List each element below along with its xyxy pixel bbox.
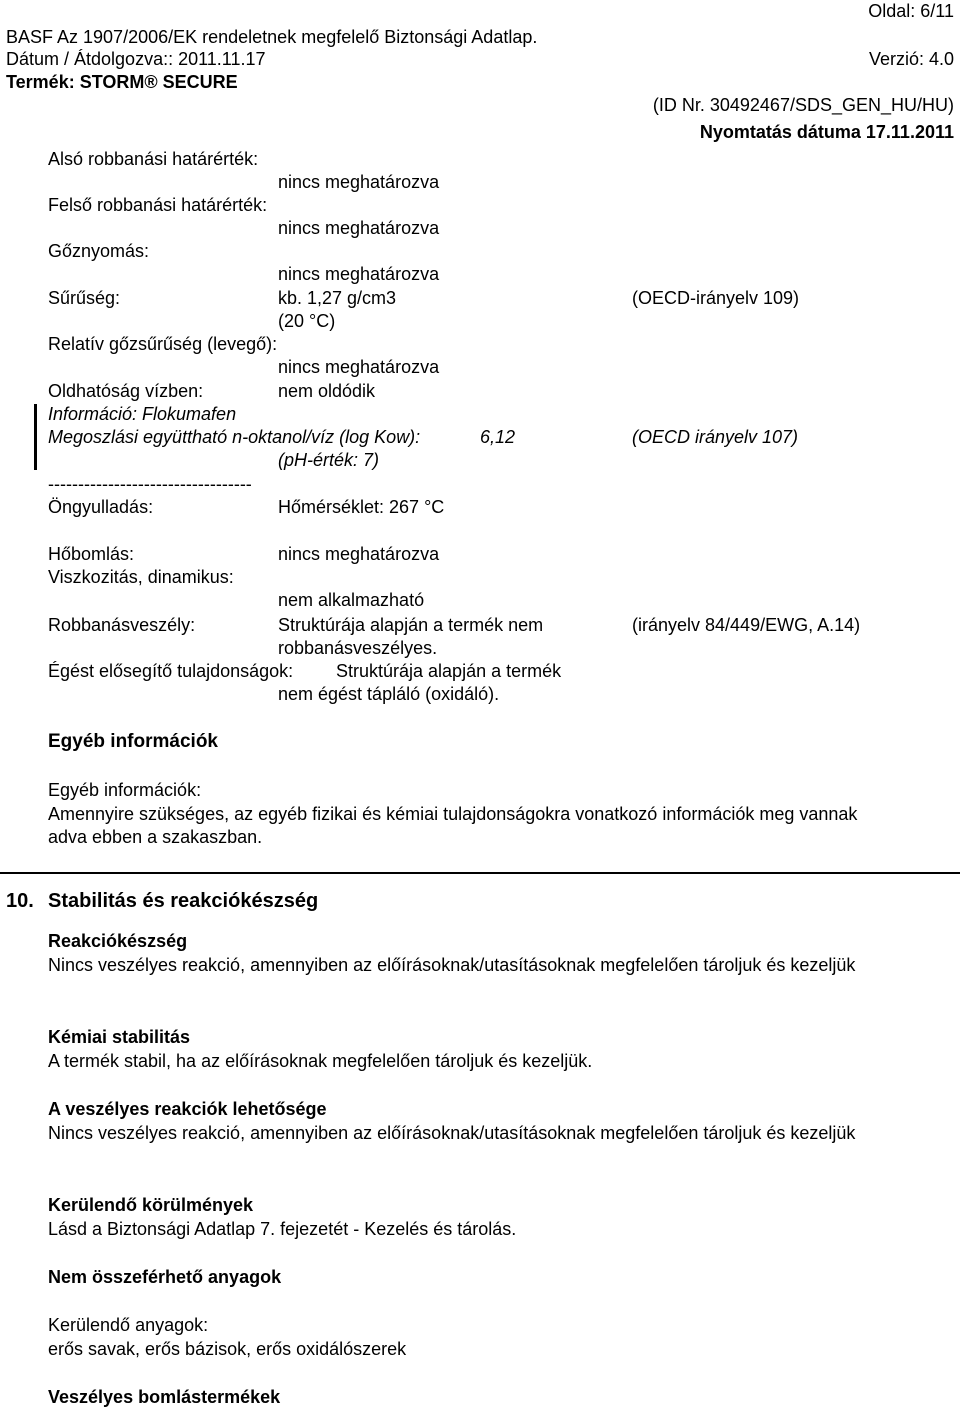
solubility-label: Oldhatóság vízben: — [48, 381, 204, 401]
revision-date: Dátum / Átdolgozva:: 2011.11.17 — [6, 49, 266, 69]
partition-coefficient-method: (OECD irányelv 107) — [632, 427, 799, 447]
hazardous-reactions-text: Nincs veszélyes reakció, amennyiben az előírásoknak/utasításoknak megfelelően tároljuk és kezeljük — [48, 1123, 856, 1143]
density-method: (OECD-irányelv 109) — [632, 288, 800, 308]
conditions-to-avoid-text: Lásd a Biztonsági Adatlap 7. fejezetét - Kezelés és tárolás. — [48, 1219, 517, 1239]
incompatible-materials-heading: Nem összeférhető anyagok — [48, 1267, 282, 1287]
chemical-stability-heading: Kémiai stabilitás — [48, 1027, 191, 1047]
partition-coefficient-label: Megoszlási együttható n-oktanol/víz (log Kow): — [48, 427, 421, 447]
document-id: (ID Nr. 30492467/SDS_GEN_HU/HU) — [652, 95, 954, 115]
vapour-pressure-label: Gőznyomás: — [48, 241, 150, 261]
print-date: Nyomtatás dátuma 17.11.2011 — [699, 122, 954, 142]
incompatible-materials-label: Kerülendő anyagok: — [48, 1315, 209, 1335]
section-10-number: 10. — [6, 890, 34, 912]
solubility-value: nem oldódik — [278, 381, 376, 401]
upper-explosion-value: nincs meghatározva — [278, 218, 440, 238]
reactivity-heading: Reakciókészség — [48, 931, 188, 951]
incompatible-materials-text: erős savak, erős bázisok, erős oxidálószerek — [48, 1339, 407, 1359]
section-10-title: Stabilitás és reakciókészség — [48, 890, 319, 912]
decomposition-value: nincs meghatározva — [278, 544, 440, 564]
decomposition-label: Hőbomlás: — [48, 544, 135, 564]
viscosity-label: Viszkozitás, dinamikus: — [48, 567, 234, 587]
hazardous-reactions-heading: A veszélyes reakciók lehetősége — [48, 1099, 327, 1119]
explosion-hazard-label: Robbanásveszély: — [48, 615, 196, 635]
density-label: Sűrűség: — [48, 288, 121, 308]
product-name: Termék: STORM® SECURE — [6, 72, 238, 92]
autoignition-label: Öngyulladás: — [48, 497, 154, 517]
oxidising-label: Égést elősegítő tulajdonságok: — [48, 661, 294, 681]
explosion-hazard-method: (irányelv 84/449/EWG, A.14) — [632, 615, 861, 635]
lower-explosion-value: nincs meghatározva — [278, 172, 440, 192]
reactivity-text: Nincs veszélyes reakció, amennyiben az előírásoknak/utasításoknak megfelelően tároljuk és kezeljük — [48, 955, 856, 975]
relative-vapour-density-value: nincs meghatározva — [278, 357, 440, 377]
explosion-hazard-value-1: Struktúrája alapján a termék nem — [278, 615, 544, 635]
other-info-text-1: Amennyire szükséges, az egyéb fizikai és kémiai tulajdonságokra vonatkozó információk meg vannak — [48, 804, 858, 824]
viscosity-value: nem alkalmazható — [278, 590, 425, 610]
info-flokumafen: Információ: Flokumafen — [48, 404, 237, 424]
upper-explosion-label: Felső robbanási határérték: — [48, 195, 268, 215]
version: Verzió: 4.0 — [868, 49, 954, 69]
decomposition-products-heading: Veszélyes bomlástermékek — [48, 1387, 281, 1407]
other-info-label: Egyéb információk: — [48, 780, 202, 800]
regulation-title: BASF Az 1907/2006/EK rendeletnek megfelelő Biztonsági Adatlap. — [6, 27, 538, 47]
vapour-pressure-value: nincs meghatározva — [278, 264, 440, 284]
partition-coefficient-value: 6,12 — [480, 427, 516, 447]
oxidising-value-2: nem égést tápláló (oxidáló). — [278, 684, 500, 704]
lower-explosion-label: Alsó robbanási határérték: — [48, 149, 259, 169]
autoignition-value: Hőmérséklet: 267 °C — [278, 497, 445, 517]
other-info-text-2: adva ebben a szakaszban. — [48, 827, 263, 847]
oxidising-value-1: Struktúrája alapján a termék — [336, 661, 562, 681]
explosion-hazard-value-2: robbanásveszélyes. — [278, 638, 438, 658]
partition-coefficient-ph: (pH-érték: 7) — [278, 450, 380, 470]
page-number: Oldal: 6/11 — [868, 1, 954, 21]
relative-vapour-density-label: Relatív gőzsűrűség (levegő): — [48, 334, 278, 354]
chemical-stability-text: A termék stabil, ha az előírásoknak megfelelően tároljuk és kezeljük. — [48, 1051, 593, 1071]
conditions-to-avoid-heading: Kerülendő körülmények — [48, 1195, 254, 1215]
density-temperature: (20 °C) — [278, 311, 336, 331]
other-info-heading: Egyéb információk — [48, 731, 218, 752]
density-value: kb. 1,27 g/cm3 — [278, 288, 397, 308]
section-divider — [0, 872, 960, 874]
separator-line: ---------------------------------- — [48, 474, 252, 494]
revision-bar — [34, 404, 37, 470]
